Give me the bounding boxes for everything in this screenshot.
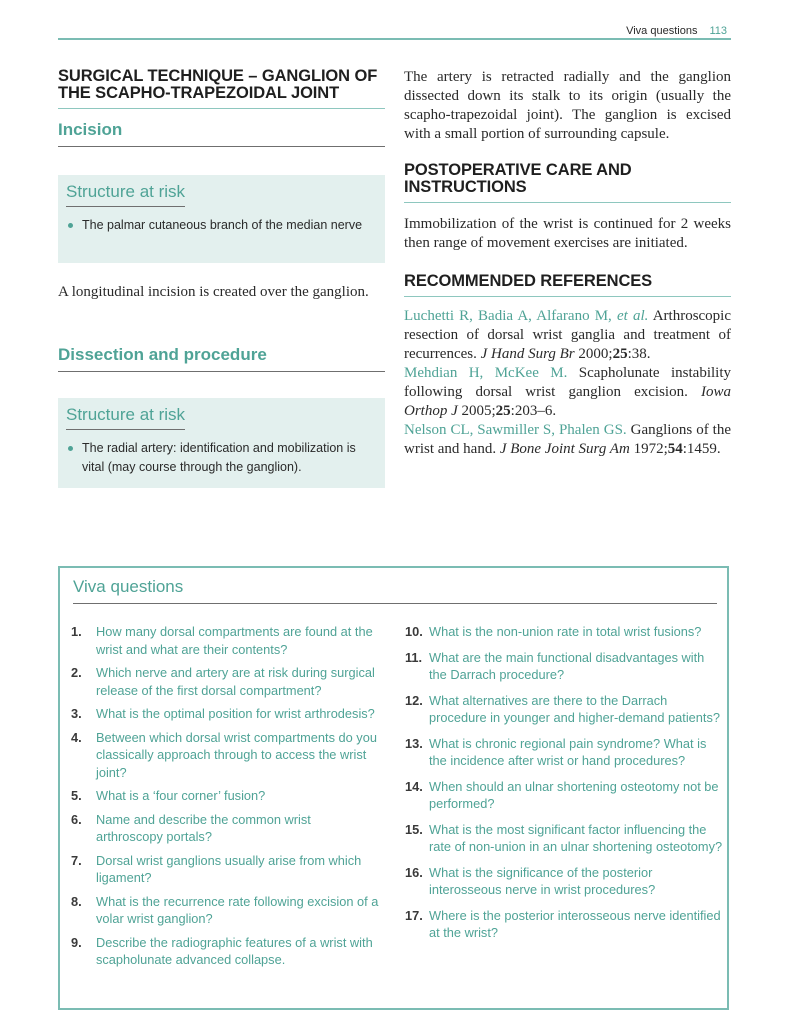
reference-authors: Mehdian H, McKee M. [404, 365, 568, 381]
question-number: 6. [71, 811, 82, 827]
page-number: 113 [709, 25, 727, 37]
question-number: 7. [71, 852, 82, 868]
section-heading-references: RECOMMENDED REFERENCES [404, 273, 731, 297]
question-number: 16. [405, 864, 423, 880]
risk-item [66, 439, 377, 477]
reference-journal: J Hand Surg Br [480, 346, 575, 362]
reference-pages: :1459. [682, 441, 721, 457]
risk-item [66, 216, 377, 235]
question-number: 15. [405, 821, 423, 837]
reference-pages: :38. [627, 346, 651, 362]
subheading-incision: Incision [58, 119, 385, 147]
viva-question [405, 649, 725, 684]
question-text: What alternatives are there to the Darrach procedure in younger and higher-demand patients? [429, 692, 720, 725]
question-number: 13. [405, 735, 423, 751]
structure-at-risk-box-incision [58, 175, 385, 263]
viva-question [71, 787, 381, 805]
running-header-section: Viva questions [626, 25, 698, 37]
viva-questions-column-right [405, 623, 725, 950]
viva-question [405, 821, 725, 856]
viva-question [405, 692, 725, 727]
question-text: Where is the posterior interosseous nerve identified at the wrist? [429, 907, 721, 940]
question-number: 1. [71, 624, 82, 639]
question-text: What are the main functional disadvantages with the Darrach procedure? [429, 649, 705, 682]
reference-item [404, 421, 731, 459]
question-number: 2. [71, 665, 82, 680]
question-number: 11. [405, 649, 423, 665]
viva-question [405, 735, 725, 770]
reference-year: 2005; [457, 403, 496, 419]
question-number: 4. [71, 729, 82, 745]
reference-title: Arthroscopic resection of dorsal wrist ganglia and treatment of recurrences. [404, 308, 732, 362]
question-text: What is a ‘four corner’ fusion? [96, 788, 266, 803]
viva-question [71, 664, 381, 699]
reference-volume: 25 [495, 403, 511, 419]
question-text: What is the significance of the posterior interosseous nerve in wrist procedures? [429, 864, 656, 897]
reference-journal: Iowa Orthop J [404, 384, 731, 419]
reference-volume: 54 [667, 441, 683, 457]
viva-question [71, 705, 381, 723]
reference-year: 1972; [629, 441, 668, 457]
question-number: 17. [405, 907, 423, 923]
question-text: What is the optimal position for wrist arthrodesis? [96, 706, 375, 721]
viva-question [405, 907, 725, 942]
risk-item-text: The palmar cutaneous branch of the median nerve [82, 218, 363, 232]
viva-questions-column-left [71, 623, 381, 975]
reference-etal: et al. [616, 308, 649, 324]
viva-question [71, 934, 381, 969]
viva-question [405, 623, 725, 641]
structure-at-risk-box-dissection [58, 398, 385, 488]
question-text: Name and describe the common wrist arthroscopy portals? [96, 811, 311, 844]
question-text: What is the recurrence rate following excision of a volar wrist ganglion? [96, 893, 379, 926]
viva-question [405, 864, 725, 899]
viva-question [71, 811, 381, 846]
question-text: Which nerve and artery are at risk during surgical release of the first dorsal compartment? [96, 665, 375, 698]
structure-at-risk-title: Structure at risk [66, 404, 185, 430]
left-column [58, 68, 385, 488]
reference-title: Ganglions of the wrist and hand. [404, 422, 731, 457]
references-list [404, 307, 731, 459]
question-number: 9. [71, 934, 82, 950]
reference-journal: J Bone Joint Surg Am [499, 441, 630, 457]
dissection-text: The artery is retracted radially and the ganglion dissected down its stalk to its origin (usually the scapho-trapezoidal joint). The ganglion is excised with a small portion of surrounding capsule. [404, 69, 731, 142]
right-column [404, 68, 731, 459]
reference-item [404, 307, 731, 364]
incision-text: A longitudinal incision is created over the ganglion. [58, 284, 369, 300]
viva-questions-title: Viva questions [73, 576, 717, 604]
risk-item-text: The radial artery: identification and mobilization is vital (may course through the ganglion). [82, 441, 356, 474]
question-number: 12. [405, 692, 423, 708]
question-number: 10. [405, 624, 423, 639]
question-text: Between which dorsal wrist compartments do you classically approach through to access the wrist joint? [96, 729, 377, 780]
reference-title: Scapholunate instability following dorsal wrist ganglion excision. [404, 365, 732, 400]
bullet-icon [68, 223, 73, 228]
question-text: How many dorsal compartments are found at the wrist and what are their contents? [96, 624, 373, 657]
reference-volume: 25 [612, 346, 628, 362]
question-text: What is the most significant factor influencing the rate of non-union in an ulnar shortening osteotomy? [429, 821, 723, 854]
question-number: 8. [71, 893, 82, 909]
viva-question [71, 623, 381, 658]
question-text: Dorsal wrist ganglions usually arise from which ligament? [96, 852, 362, 885]
structure-at-risk-title: Structure at risk [66, 181, 185, 207]
subheading-dissection: Dissection and procedure [58, 344, 385, 372]
postop-text: Immobilization of the wrist is continued for 2 weeks then range of movement exercises are initiated. [404, 216, 731, 251]
viva-question [71, 893, 381, 928]
reference-authors: Nelson CL, Sawmiller S, Phalen GS. [404, 422, 627, 438]
question-text: Describe the radiographic features of a wrist with scapholunate advanced collapse. [96, 934, 373, 967]
viva-question [405, 778, 725, 813]
section-heading-surgical-technique: SURGICAL TECHNIQUE – GANGLION OF THE SCAPHO-TRAPEZOIDAL JOINT [58, 68, 385, 109]
reference-year: 2000; [574, 346, 613, 362]
question-text: What is the non-union rate in total wrist fusions? [429, 624, 702, 639]
question-text: What is chronic regional pain syndrome? What is the incidence after wrist or hand procedures? [429, 735, 707, 768]
bullet-icon [68, 446, 73, 451]
reference-authors: Luchetti R, Badia A, Alfarano M, [404, 308, 617, 324]
question-number: 5. [71, 788, 82, 803]
question-number: 14. [405, 778, 423, 794]
viva-question [71, 852, 381, 887]
viva-questions-box [58, 566, 729, 1010]
question-text: When should an ulnar shortening osteotomy not be performed? [429, 778, 719, 811]
section-heading-postoperative: POSTOPERATIVE CARE AND INSTRUCTIONS [404, 162, 731, 203]
question-number: 3. [71, 706, 82, 721]
viva-question [71, 729, 381, 782]
running-header [58, 24, 731, 40]
reference-item [404, 364, 731, 421]
reference-pages: :203–6. [510, 403, 557, 419]
